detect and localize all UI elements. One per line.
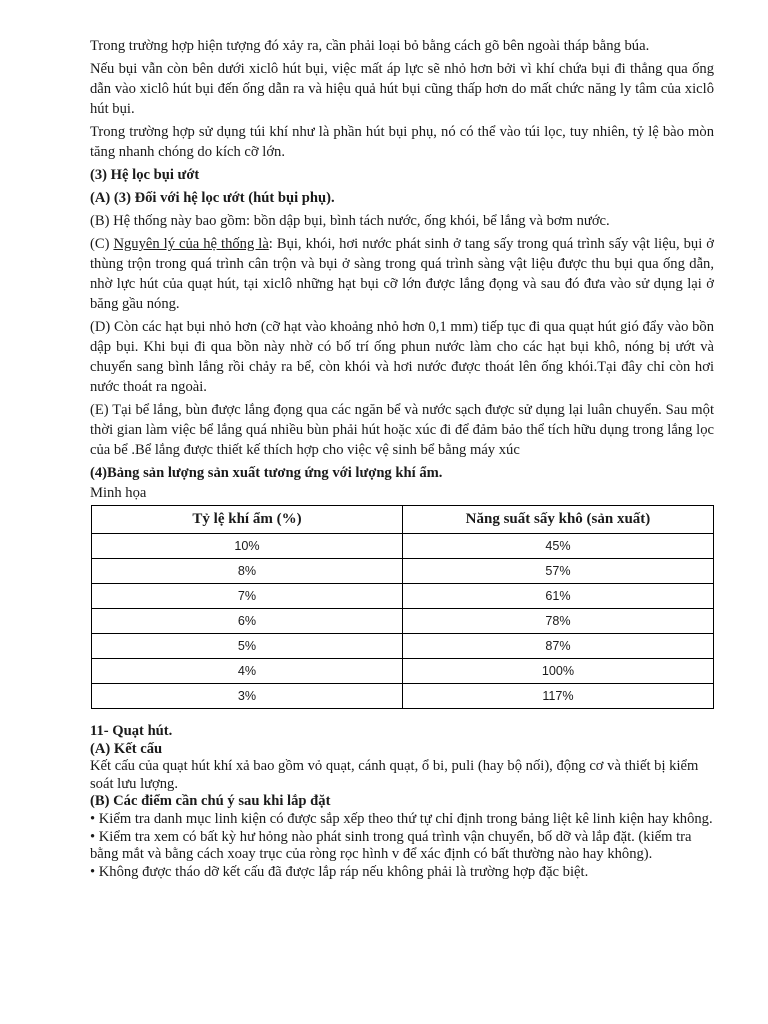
cell-productivity: 87% (403, 634, 714, 659)
heading-exhaust-fan: 11- Quạt hút. (90, 723, 173, 739)
fan-section (90, 723, 714, 881)
table-row (92, 659, 714, 684)
column-header-productivity: Năng suất sấy khô (sản xuất) (403, 506, 714, 534)
table-caption: Minh họa (90, 485, 147, 501)
cell-productivity: 78% (403, 609, 714, 634)
cell-humidity: 5% (92, 634, 403, 659)
table-row (92, 534, 714, 559)
table-header-row (92, 506, 714, 534)
table-row (92, 634, 714, 659)
principle-prefix: (C) (90, 236, 114, 252)
paragraph-small-particles: (D) Còn các hạt bụi nhỏ hơn (cỡ hạt vào khoảng nhỏ hơn 0,1 mm) tiếp tục đi qua quạt hút gió đẩy vào bồn dập bụi. Khi bụi đi qua bồn này nhờ có bố trí ống phun nước làm cho các hạt bụi khô, nóng bị ướt và chuyển sang bình lắng rồi chảy ra bể, còn khói và hơi nước được thoát lên ống khói.Tại đây chỉ còn hơi nước thoát ra ngoài. (90, 319, 714, 395)
cell-productivity: 61% (403, 584, 714, 609)
bullet-item: • Kiểm tra danh mục linh kiện có được sắp xếp theo thứ tự chỉ định trong bảng liệt kê linh kiện hay không. (90, 810, 713, 827)
subheading-wet-filter: (A) (3) Đối với hệ lọc ướt (hút bụi phụ). (90, 190, 335, 206)
cell-productivity: 45% (403, 534, 714, 559)
paragraph-cyclone-pressure: Nếu bụi vẫn còn bên dưới xiclô hút bụi, việc mất áp lực sẽ nhỏ hơn bởi vì khí chứa bụi đi thẳng qua ống dẫn vào xiclô hút bụi đến ống dẫn ra và hiệu quả hút bụi cũng thấp hơn do mất chức năng ly tâm của xiclô hút bụi. (90, 61, 714, 117)
table-row (92, 584, 714, 609)
paragraph-system-principle (90, 234, 714, 314)
humidity-production-table (91, 505, 714, 709)
subheading-structure: (A) Kết cấu (90, 740, 163, 757)
cell-humidity: 7% (92, 584, 403, 609)
principle-underlined-label: Nguyên lý của hệ thống là (113, 236, 269, 252)
paragraph-air-bag: Trong trường hợp sử dụng túi khí như là phần hút bụi phụ, nó có thể vào túi lọc, tuy nhiên, tỷ lệ bào mòn tăng nhanh chóng do kích cỡ lớn. (90, 124, 714, 160)
paragraph-system-components: (B) Hệ thống này bao gồm: bồn dập bụi, bình tách nước, ống khói, bể lắng và bơm nước. (90, 213, 610, 229)
principle-text: : Bụi, khói, hơi nước phát sinh ở tang sấy trong quá trình sấy vật liệu, bụi ở thùng trộn trong quá trình cân trộn và bụi ở sàng trong quá trình sàng vật liệu được thu bụi qua ống dẫn, nhờ lực hút của quạt hút, tại xiclô những hạt bụi cỡ lớn được lắng đọng và sau đó đưa vào sử dụng lại ở băng gầu nóng. (90, 236, 714, 312)
cell-humidity: 6% (92, 609, 403, 634)
column-header-humidity: Tỷ lệ khí ẩm (%) (92, 506, 403, 534)
table-row (92, 559, 714, 584)
subheading-installation-notes: (B) Các điểm cần chú ý sau khi lắp đặt (90, 793, 331, 810)
cell-humidity: 8% (92, 559, 403, 584)
table-row (92, 684, 714, 709)
cell-humidity: 10% (92, 534, 403, 559)
cell-humidity: 4% (92, 659, 403, 684)
cell-productivity: 100% (403, 659, 714, 684)
heading-production-table: (4)Bảng sản lượng sản xuất tương ứng với lượng khí ẩm. (90, 465, 443, 481)
cell-humidity: 3% (92, 684, 403, 709)
heading-wet-filter: (3) Hệ lọc bụi ướt (90, 167, 200, 183)
document-page (90, 36, 714, 881)
paragraph-fan-structure: Kết cấu của quạt hút khí xả bao gồm vỏ quạt, cánh quạt, ổ bi, puli (hay bộ nối), động cơ và thiết bị kiểm soát lưu lượng. (90, 758, 699, 792)
cell-productivity: 57% (403, 559, 714, 584)
table-row (92, 609, 714, 634)
cell-productivity: 117% (403, 684, 714, 709)
paragraph-settling-tank: (E) Tại bể lắng, bùn được lắng đọng qua các ngăn bể và nước sạch được sử dụng lại luân chuyển. Sau một thời gian làm việc bể lắng quá nhiều bùn phải hút hoặc xúc đi để đảm bảo thể tích hữu dụng trong lắng lọc của bể .Bể lắng được thiết kế thích hợp cho việc vệ sinh bể bằng máy xúc (90, 402, 714, 458)
paragraph-hammer: Trong trường hợp hiện tượng đó xảy ra, cần phải loại bỏ bằng cách gõ bên ngoài tháp bằng búa. (90, 38, 650, 54)
bullet-item: • Kiểm tra xem có bất kỳ hư hỏng nào phát sinh trong quá trình vận chuyển, bố dỡ và lắp đặt. (kiểm tra bằng mắt và bằng cách xoay trục của ròng rọc hình v để xác định có bất thường nào hay không). (90, 828, 692, 863)
bullet-item: • Không được tháo dỡ kết cấu đã được lắp ráp nếu không phải là trường hợp đặc biệt. (90, 863, 589, 880)
